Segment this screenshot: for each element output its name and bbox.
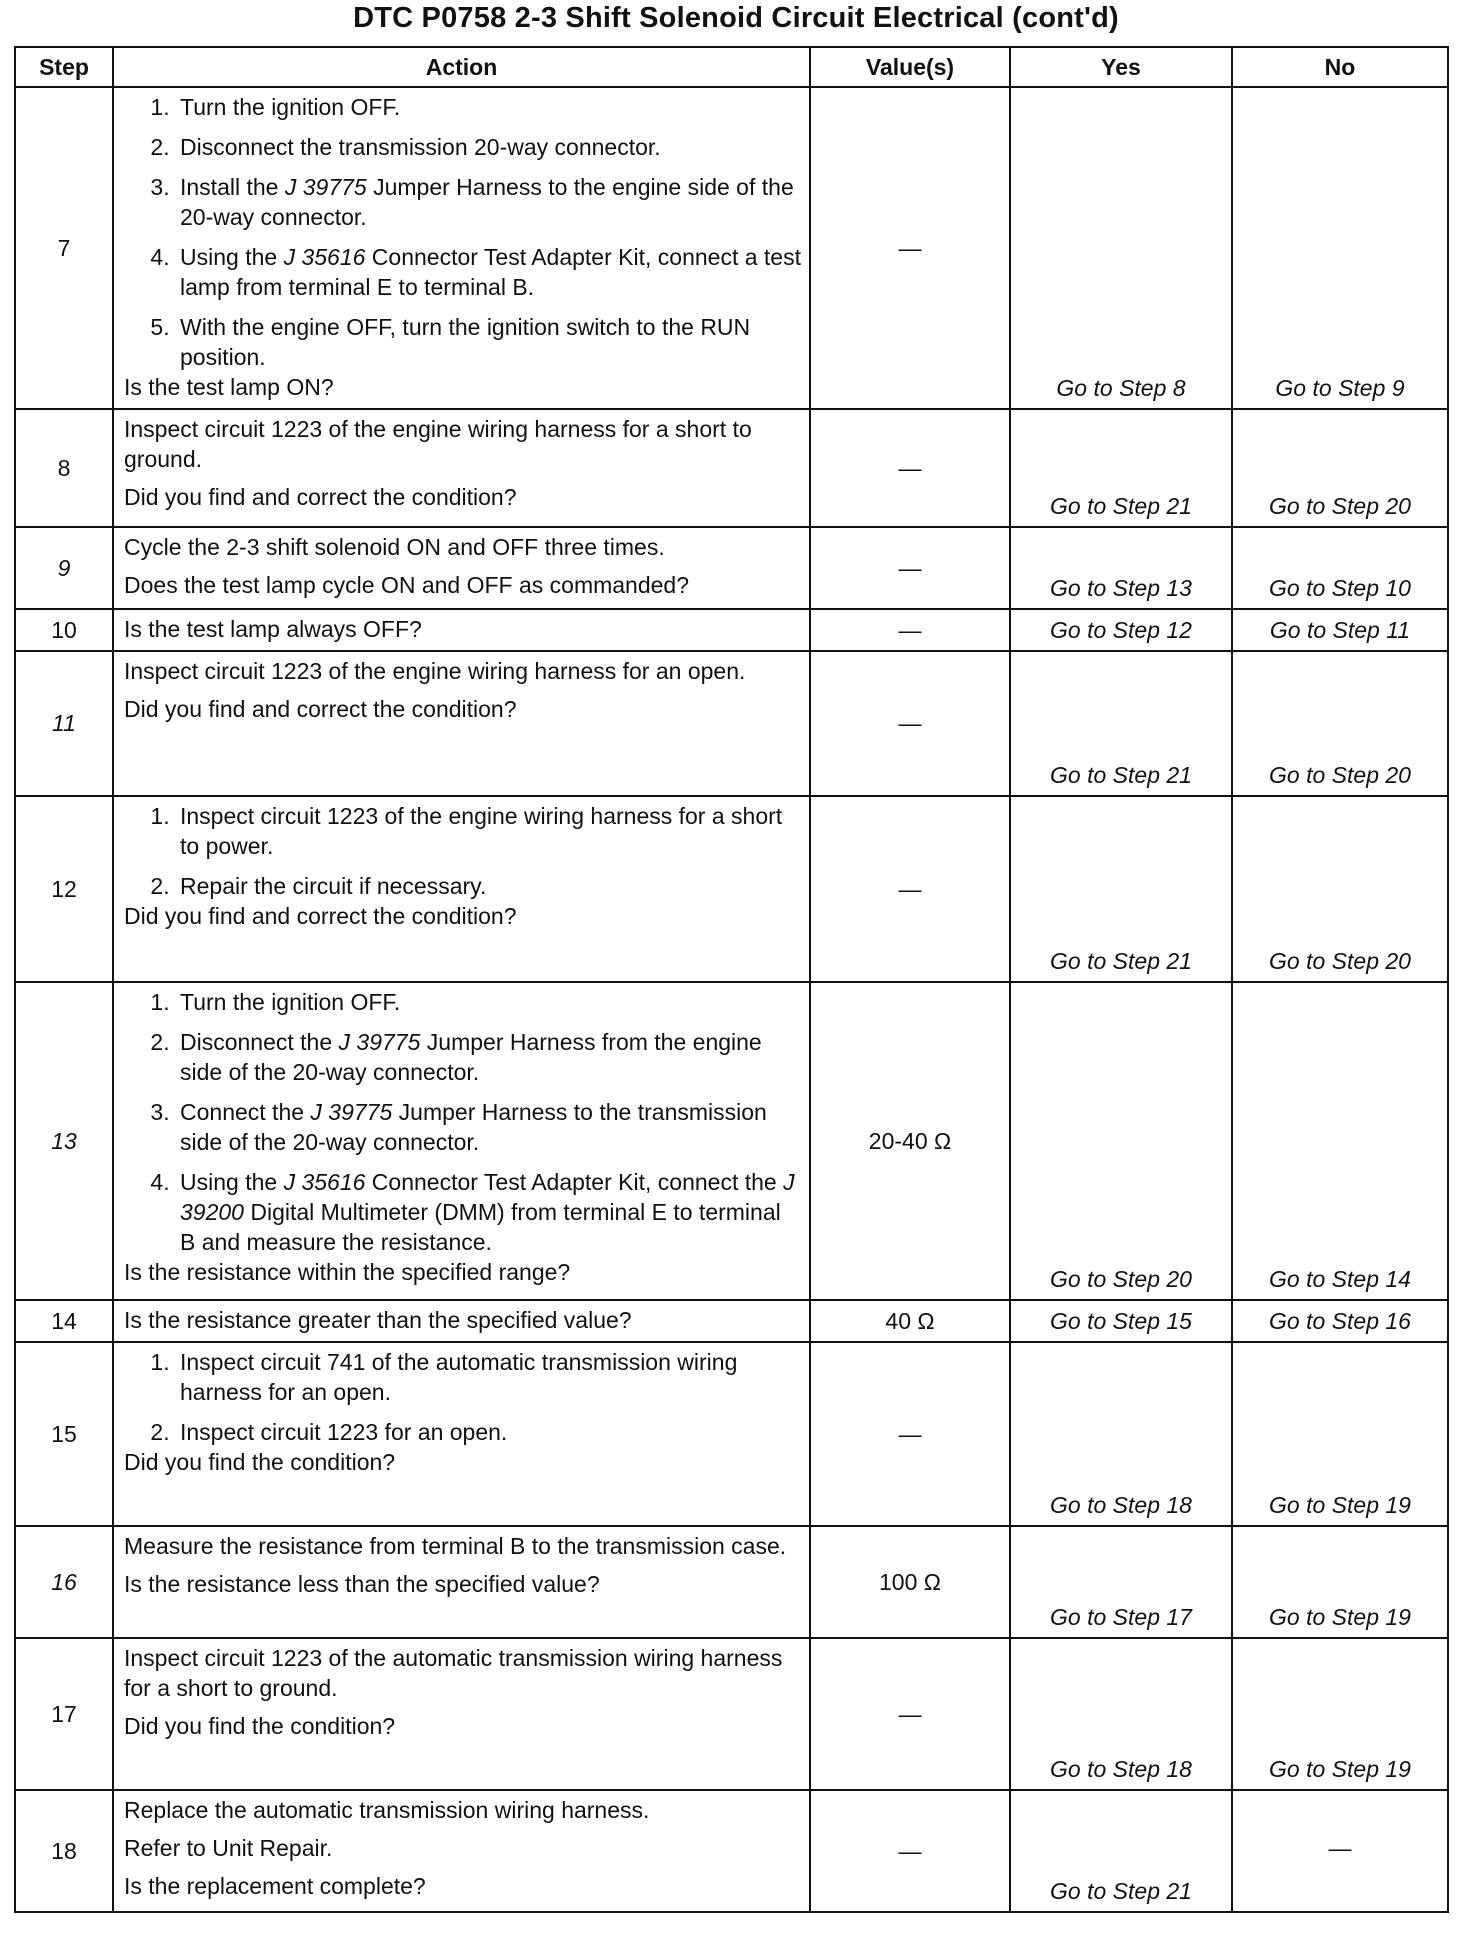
yes-cell: Go to Step 13: [1010, 527, 1232, 609]
yes-cell: Go to Step 21: [1010, 409, 1232, 527]
tool-number: J 39775: [284, 174, 367, 200]
no-cell: Go to Step 10: [1232, 527, 1448, 609]
value-cell: —: [810, 527, 1010, 609]
action-cell: [113, 982, 810, 1300]
header-yes: Yes: [1010, 47, 1232, 87]
page-title: DTC P0758 2-3 Shift Solenoid Circuit Electrical (cont'd): [353, 2, 1119, 34]
action-cell: [113, 609, 810, 651]
action-question: Did you find the condition?: [124, 1713, 396, 1739]
step-number: 14: [15, 1300, 113, 1342]
no-cell: Go to Step 19: [1232, 1638, 1448, 1790]
action-cell: [113, 409, 810, 527]
step-number: 10: [15, 609, 113, 651]
no-cell: Go to Step 20: [1232, 651, 1448, 796]
action-question: Is the resistance greater than the specified value?: [124, 1307, 632, 1333]
action-cell: [113, 1300, 810, 1342]
action-cell: [113, 1342, 810, 1526]
table-row: [15, 409, 1448, 527]
value-cell: 100 Ω: [810, 1526, 1010, 1638]
action-item: 1. Turn the ignition OFF.: [176, 92, 801, 122]
table-row: [15, 1790, 1448, 1912]
action-question: Is the test lamp ON?: [124, 374, 334, 400]
action-item: 2. Repair the circuit if necessary.: [176, 871, 801, 901]
yes-cell: Go to Step 18: [1010, 1342, 1232, 1526]
action-cell: [113, 527, 810, 609]
action-question: Is the resistance within the specified range?: [124, 1259, 571, 1285]
action-text: Replace the automatic transmission wiring harness.: [124, 1797, 650, 1823]
action-cell: [113, 87, 810, 409]
action-question: Is the resistance less than the specified value?: [124, 1571, 600, 1597]
table-row: [15, 1342, 1448, 1526]
table-row: [15, 527, 1448, 609]
yes-cell: Go to Step 18: [1010, 1638, 1232, 1790]
value-cell: —: [810, 1342, 1010, 1526]
action-question: Is the test lamp always OFF?: [124, 616, 422, 642]
action-item: 4. Using the J 35616 Connector Test Adapter Kit, connect the J 39200 Digital Multimeter (DMM) from terminal E to terminal B and measure the resistance.: [176, 1167, 801, 1257]
header-row: [15, 47, 1448, 87]
action-cell: [113, 796, 810, 982]
action-item: 1. Inspect circuit 1223 of the engine wiring harness for a short to power.: [176, 801, 801, 861]
step-number: 13: [15, 982, 113, 1300]
action-item: 1. Turn the ignition OFF.: [176, 987, 801, 1017]
header-action: Action: [113, 47, 810, 87]
no-cell: Go to Step 16: [1232, 1300, 1448, 1342]
tool-number: J 39200: [180, 1169, 795, 1225]
step-number: 16: [15, 1526, 113, 1638]
action-item: 1. Inspect circuit 741 of the automatic transmission wiring harness for an open.: [176, 1347, 801, 1407]
tool-number: J 39775: [338, 1029, 421, 1055]
no-cell: Go to Step 20: [1232, 796, 1448, 982]
no-cell: Go to Step 20: [1232, 409, 1448, 527]
value-cell: —: [810, 1790, 1010, 1912]
action-item: 2. Disconnect the J 39775 Jumper Harness from the engine side of the 20-way connector.: [176, 1027, 801, 1087]
header-value: Value(s): [810, 47, 1010, 87]
table-row: [15, 796, 1448, 982]
action-item: 3. Connect the J 39775 Jumper Harness to the transmission side of the 20-way connector.: [176, 1097, 801, 1157]
action-text: Measure the resistance from terminal B to the transmission case.: [124, 1533, 787, 1559]
header-no: No: [1232, 47, 1448, 87]
step-number: 7: [15, 87, 113, 409]
action-cell: [113, 1638, 810, 1790]
action-question: Did you find and correct the condition?: [124, 484, 517, 510]
no-cell: Go to Step 19: [1232, 1526, 1448, 1638]
yes-cell: Go to Step 21: [1010, 1790, 1232, 1912]
action-reference: Refer to Unit Repair.: [124, 1835, 333, 1861]
yes-cell: Go to Step 12: [1010, 609, 1232, 651]
action-cell: [113, 651, 810, 796]
value-cell: —: [810, 609, 1010, 651]
yes-cell: Go to Step 8: [1010, 87, 1232, 409]
table-row: [15, 1638, 1448, 1790]
action-question: Did you find and correct the condition?: [124, 903, 517, 929]
step-number: 8: [15, 409, 113, 527]
value-cell: —: [810, 796, 1010, 982]
yes-cell: Go to Step 15: [1010, 1300, 1232, 1342]
table-row: [15, 87, 1448, 409]
action-item: 3. Install the J 39775 Jumper Harness to the engine side of the 20-way connector.: [176, 172, 801, 232]
table-row: [15, 1526, 1448, 1638]
table-row: [15, 982, 1448, 1300]
step-number: 17: [15, 1638, 113, 1790]
action-question: Does the test lamp cycle ON and OFF as commanded?: [124, 572, 690, 598]
action-text: Inspect circuit 1223 of the engine wiring harness for a short to ground.: [124, 416, 752, 472]
action-item: 2. Inspect circuit 1223 for an open.: [176, 1417, 801, 1447]
value-cell: 20-40 Ω: [810, 982, 1010, 1300]
no-cell: Go to Step 11: [1232, 609, 1448, 651]
no-cell: Go to Step 19: [1232, 1342, 1448, 1526]
value-cell: —: [810, 87, 1010, 409]
step-number: 15: [15, 1342, 113, 1526]
action-item: 2. Disconnect the transmission 20-way connector.: [176, 132, 801, 162]
action-question: Is the replacement complete?: [124, 1873, 426, 1899]
value-cell: —: [810, 1638, 1010, 1790]
table-row: [15, 609, 1448, 651]
tool-number: J 35616: [283, 1169, 366, 1195]
action-item: 4. Using the J 35616 Connector Test Adapter Kit, connect a test lamp from terminal E to terminal B.: [176, 242, 801, 302]
step-number: 11: [15, 651, 113, 796]
table-row: [15, 1300, 1448, 1342]
yes-cell: Go to Step 17: [1010, 1526, 1232, 1638]
action-text: Cycle the 2-3 shift solenoid ON and OFF three times.: [124, 534, 665, 560]
value-cell: 40 Ω: [810, 1300, 1010, 1342]
value-cell: —: [810, 409, 1010, 527]
action-cell: [113, 1790, 810, 1912]
header-step: Step: [15, 47, 113, 87]
action-text: Inspect circuit 1223 of the engine wiring harness for an open.: [124, 658, 746, 684]
table-row: [15, 651, 1448, 796]
step-number: 9: [15, 527, 113, 609]
yes-cell: Go to Step 21: [1010, 651, 1232, 796]
no-cell: —: [1232, 1790, 1448, 1912]
diagnostic-table: [14, 46, 1449, 1913]
step-number: 12: [15, 796, 113, 982]
yes-cell: Go to Step 20: [1010, 982, 1232, 1300]
no-cell: Go to Step 9: [1232, 87, 1448, 409]
value-cell: —: [810, 651, 1010, 796]
yes-cell: Go to Step 21: [1010, 796, 1232, 982]
action-question: Did you find the condition?: [124, 1449, 396, 1475]
action-cell: [113, 1526, 810, 1638]
action-question: Did you find and correct the condition?: [124, 696, 517, 722]
tool-number: J 35616: [283, 244, 366, 270]
action-text: Inspect circuit 1223 of the automatic transmission wiring harness for a short to ground.: [124, 1645, 783, 1701]
tool-number: J 39775: [310, 1099, 393, 1125]
no-cell: Go to Step 14: [1232, 982, 1448, 1300]
action-item: 5. With the engine OFF, turn the ignition switch to the RUN position.: [176, 312, 801, 372]
step-number: 18: [15, 1790, 113, 1912]
